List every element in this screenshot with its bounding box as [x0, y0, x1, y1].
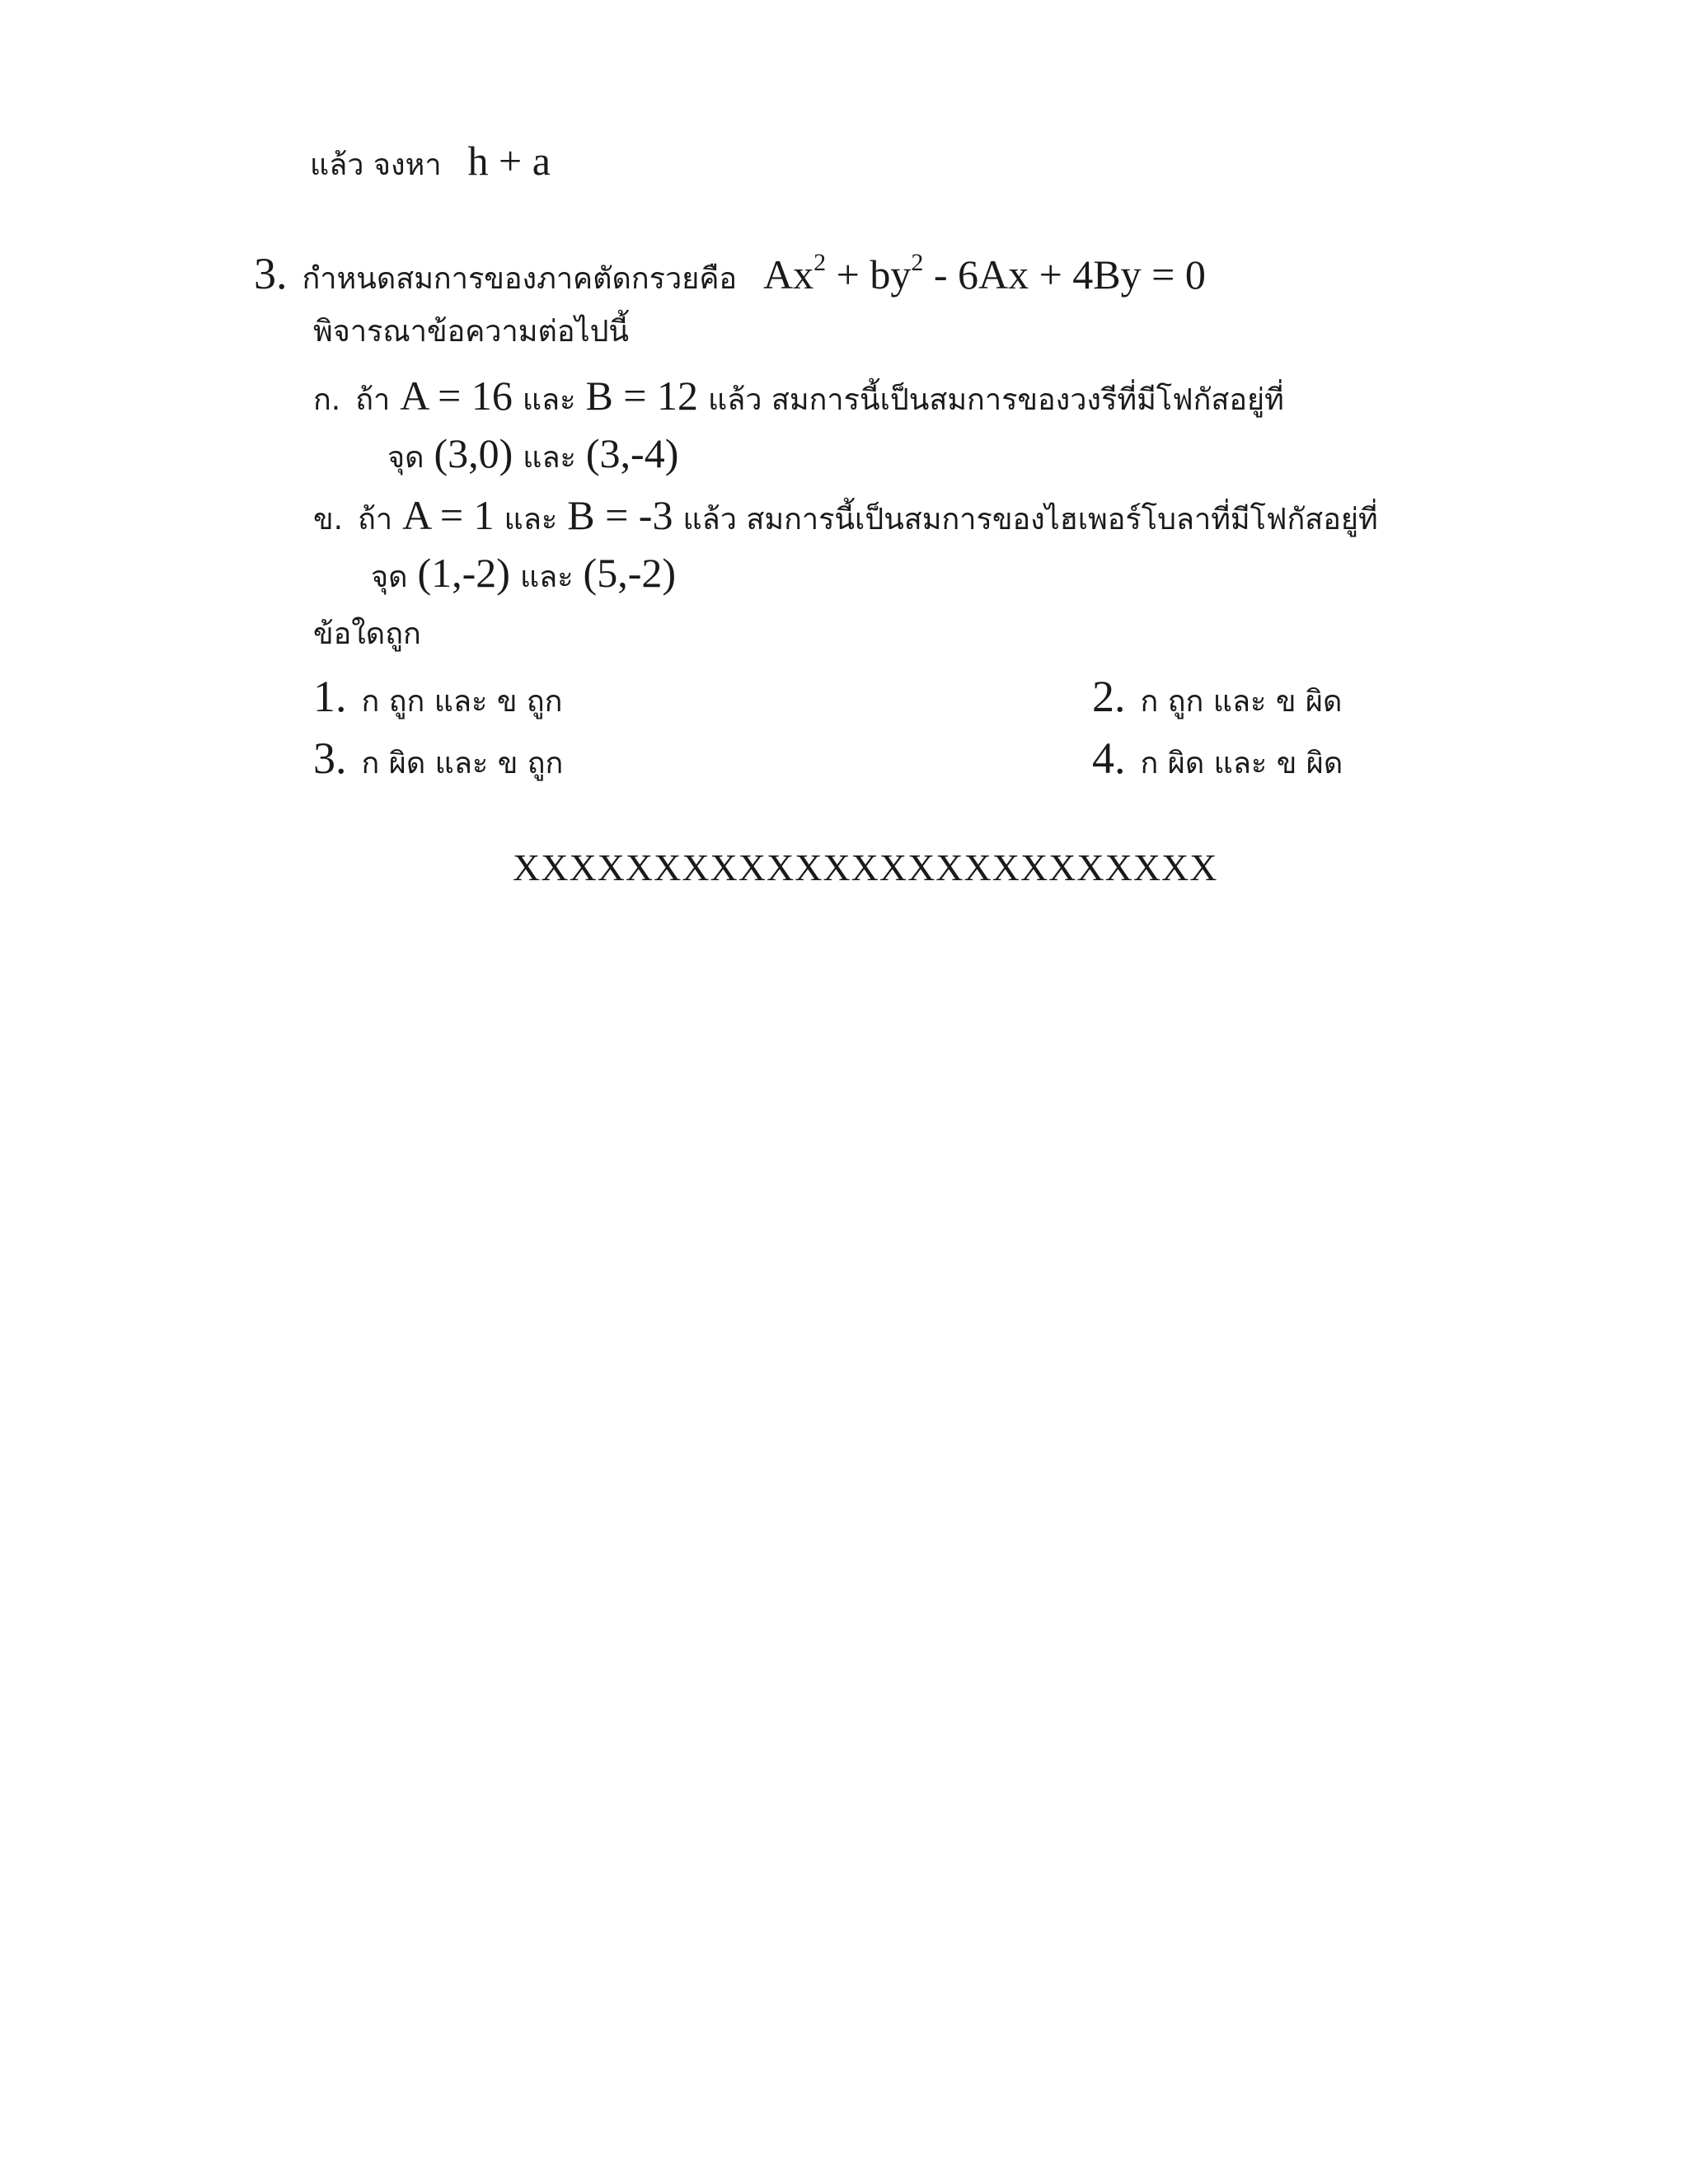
statement-b-p2: (5,-2) [583, 550, 676, 596]
prev-line-text: แล้ว จงหา [310, 148, 442, 182]
prev-line-math: h + a [467, 138, 551, 184]
ask-line: ข้อใดถูก [313, 617, 421, 651]
statement-a-and2: และ [523, 441, 576, 475]
choice-3[interactable] [313, 733, 564, 783]
statement-a-label: ก. [313, 383, 341, 417]
statement-b-rest: แล้ว สมการนี้เป็นสมการของไฮเพอร์โบลาที่มีโฟกัสอยู่ที่ [682, 503, 1378, 537]
eq-exp2: 2 [911, 249, 924, 276]
choice-3-text: ก ผิด และ ข ถูก [361, 747, 564, 780]
choice-1-number: 1. [313, 672, 347, 721]
eq-part3: - 6Ax + 4By = 0 [933, 251, 1206, 298]
end-marker: XXXXXXXXXXXXXXXXXXXXXXXXX [513, 846, 1218, 888]
consider-line: พิจารณาข้อความต่อไปนี้ [313, 315, 630, 349]
choice-1-text: ก ถูก และ ข ถูก [361, 685, 563, 719]
statement-a-if: ถ้า [355, 383, 391, 417]
statement-b-point-word: จุด [371, 560, 408, 594]
statement-b-cond1: A = 1 [402, 492, 495, 538]
statement-a-cond2: B = 12 [585, 373, 698, 419]
choice-4-text: ก ผิด และ ข ผิด [1140, 747, 1343, 780]
eq-exp1: 2 [814, 249, 827, 276]
statement-a-p2: (3,-4) [585, 430, 679, 476]
statement-a-cond1: A = 16 [400, 373, 513, 419]
choice-2-text: ก ถูก และ ข ผิด [1140, 685, 1343, 719]
statement-b-and: และ [504, 503, 558, 537]
statement-b-cond2: B = -3 [567, 492, 673, 538]
eq-part2: + by [836, 251, 912, 298]
statement-b-points [371, 550, 676, 596]
statement-b-and2: และ [519, 560, 574, 594]
question-heading [254, 251, 1206, 296]
statement-b [313, 494, 1378, 536]
statement-a-rest: แล้ว สมการนี้เป็นสมการของวงรีที่มีโฟกัสอยู่ที่ [708, 383, 1284, 417]
choice-1[interactable] [313, 674, 562, 719]
statement-a-point-word: จุด [387, 441, 424, 475]
statement-a-points [387, 430, 679, 476]
choice-2-number: 2. [1092, 672, 1126, 721]
eq-part1: Ax [763, 251, 814, 298]
statement-a-p1: (3,0) [434, 430, 513, 476]
prev-answer-line [310, 138, 551, 184]
choice-2[interactable] [1092, 674, 1342, 719]
conic-equation [763, 251, 1206, 298]
statement-b-if: ถ้า [358, 503, 393, 537]
statement-b-label: ข. [313, 503, 344, 537]
statement-a-and: และ [522, 383, 576, 417]
choice-3-number: 3. [313, 733, 347, 783]
choice-4-number: 4. [1092, 733, 1126, 783]
statement-a [313, 373, 1284, 419]
question-intro: กำหนดสมการของภาคตัดกรวยคือ [302, 262, 738, 296]
choice-4[interactable] [1092, 733, 1343, 783]
statement-b-p1: (1,-2) [417, 550, 510, 596]
question-number: 3. [254, 249, 288, 298]
